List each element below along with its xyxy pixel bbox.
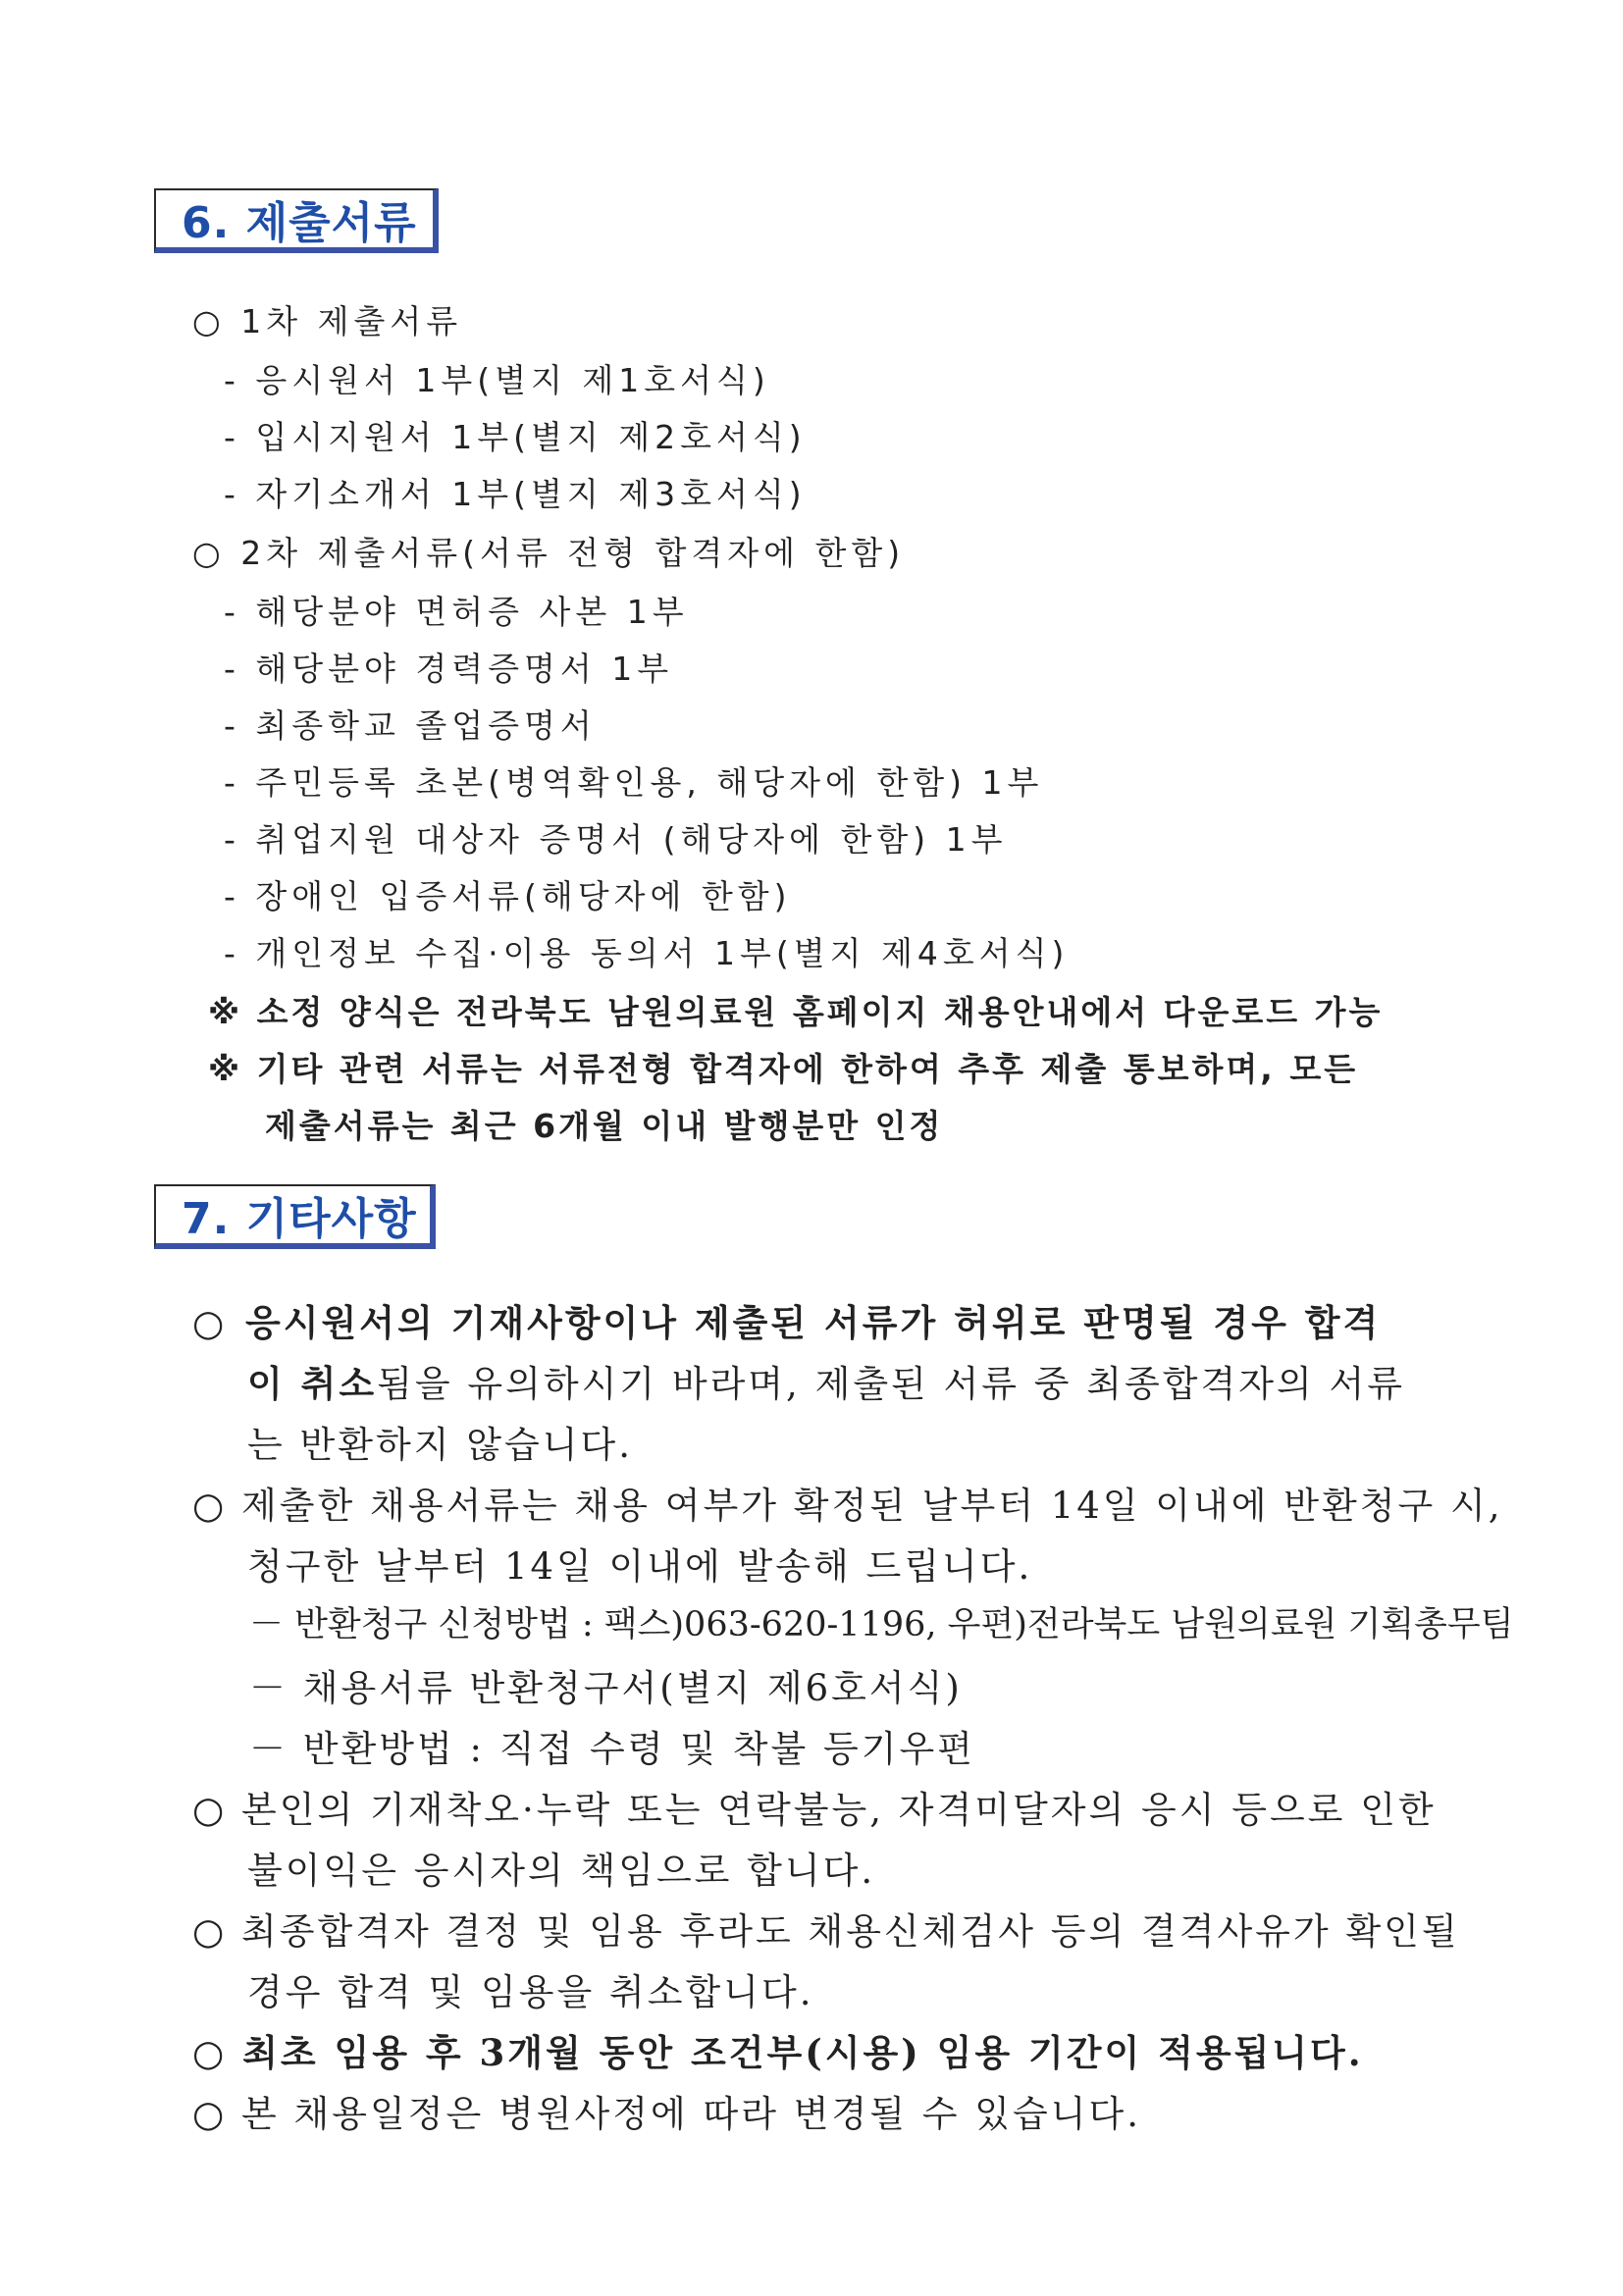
notice-false-docs: ○ 응시원서의 기재사항이나 제출된 서류가 허위로 판명될 경우 합격 xyxy=(192,1301,1382,1344)
notice-schedule-change: ○ 본 채용일정은 병원사정에 따라 변경될 수 있습니다. xyxy=(192,2093,1141,2135)
return-form-sub: － 채용서류 반환청구서(별지 제6호서식) xyxy=(249,1667,963,1709)
section7-title: 7. 기타사항 xyxy=(182,1194,417,1244)
bullet-circle: ○ xyxy=(192,1302,228,1344)
second-docs-item: - 최종학교 졸업증명서 xyxy=(224,706,597,745)
return-way-sub: － 반환방법 : 직접 수령 및 착불 등기우편 xyxy=(249,1728,975,1770)
notice-disqualification: ○ 최종합격자 결정 및 임용 후라도 채용신체검사 등의 결격사유가 확인될 xyxy=(192,1910,1460,1953)
second-docs-item: - 해당분야 경력증명서 1부 xyxy=(224,650,674,688)
first-docs-item: - 입시지원서 1부(별지 제2호서식) xyxy=(224,418,807,456)
first-docs-heading: ○ 1차 제출서류 xyxy=(192,302,463,340)
notice-probation: ○ 최초 임용 후 3개월 동안 조건부(시용) 임용 기간이 적용됩니다. xyxy=(192,2031,1364,2074)
note-additional: ※ 기타 관련 서류는 서류전형 합격자에 한하여 추후 제출 통보하며, 모든 xyxy=(208,1050,1359,1088)
second-docs-item: - 주민등록 초본(병역확인용, 해당자에 한함) 1부 xyxy=(224,763,1044,802)
notice-return-docs-cont: 청구한 날부터 14일 이내에 발송해 드립니다. xyxy=(247,1545,1033,1588)
notice-return-docs: ○ 제출한 채용서류는 채용 여부가 확정된 날부터 14일 이내에 반환청구 시, xyxy=(192,1485,1503,1527)
section6-heading xyxy=(154,188,439,253)
second-docs-item: - 개인정보 수집·이용 동의서 1부(별지 제4호서식) xyxy=(224,934,1070,972)
second-docs-heading: ○ 2차 제출서류(서류 전형 합격자에 한함) xyxy=(192,534,906,572)
return-method-sub: － 반환청구 신청방법 : 팩스)063-620-1196, 우편)전라북도 남원의료원 기획총무팀 xyxy=(249,1605,1514,1644)
section7-heading xyxy=(154,1184,436,1249)
notice-responsibility-cont: 불이익은 응시자의 책임으로 합니다. xyxy=(247,1850,876,1892)
note-additional-cont: 제출서류는 최근 6개월 이내 발행분만 인정 xyxy=(265,1107,944,1145)
first-docs-item: - 자기소개서 1부(별지 제3호서식) xyxy=(224,475,807,513)
section6-title: 6. 제출서류 xyxy=(182,198,417,248)
notice-false-docs-cont: 는 반환하지 않습니다. xyxy=(247,1424,633,1466)
second-docs-item: - 취업지원 대상자 증명서 (해당자에 한함) 1부 xyxy=(224,820,1008,859)
note-download: ※ 소정 양식은 전라북도 남원의료원 홈페이지 채용안내에서 다운로드 가능 xyxy=(208,993,1384,1031)
notice-false-docs-cont: 이 취소됨을 유의하시기 바라며, 제출된 서류 중 최종합격자의 서류 xyxy=(247,1362,1406,1405)
second-docs-item: - 해당분야 면허증 사본 1부 xyxy=(224,593,689,631)
first-docs-item: - 응시원서 1부(별지 제1호서식) xyxy=(224,361,770,399)
notice-responsibility: ○ 본인의 기재착오·누락 또는 연락불능, 자격미달자의 응시 등으로 인한 xyxy=(192,1789,1437,1831)
notice-disqualification-cont: 경우 합격 및 임용을 취소합니다. xyxy=(247,1971,814,2013)
second-docs-item: - 장애인 입증서류(해당자에 한함) xyxy=(224,877,792,915)
